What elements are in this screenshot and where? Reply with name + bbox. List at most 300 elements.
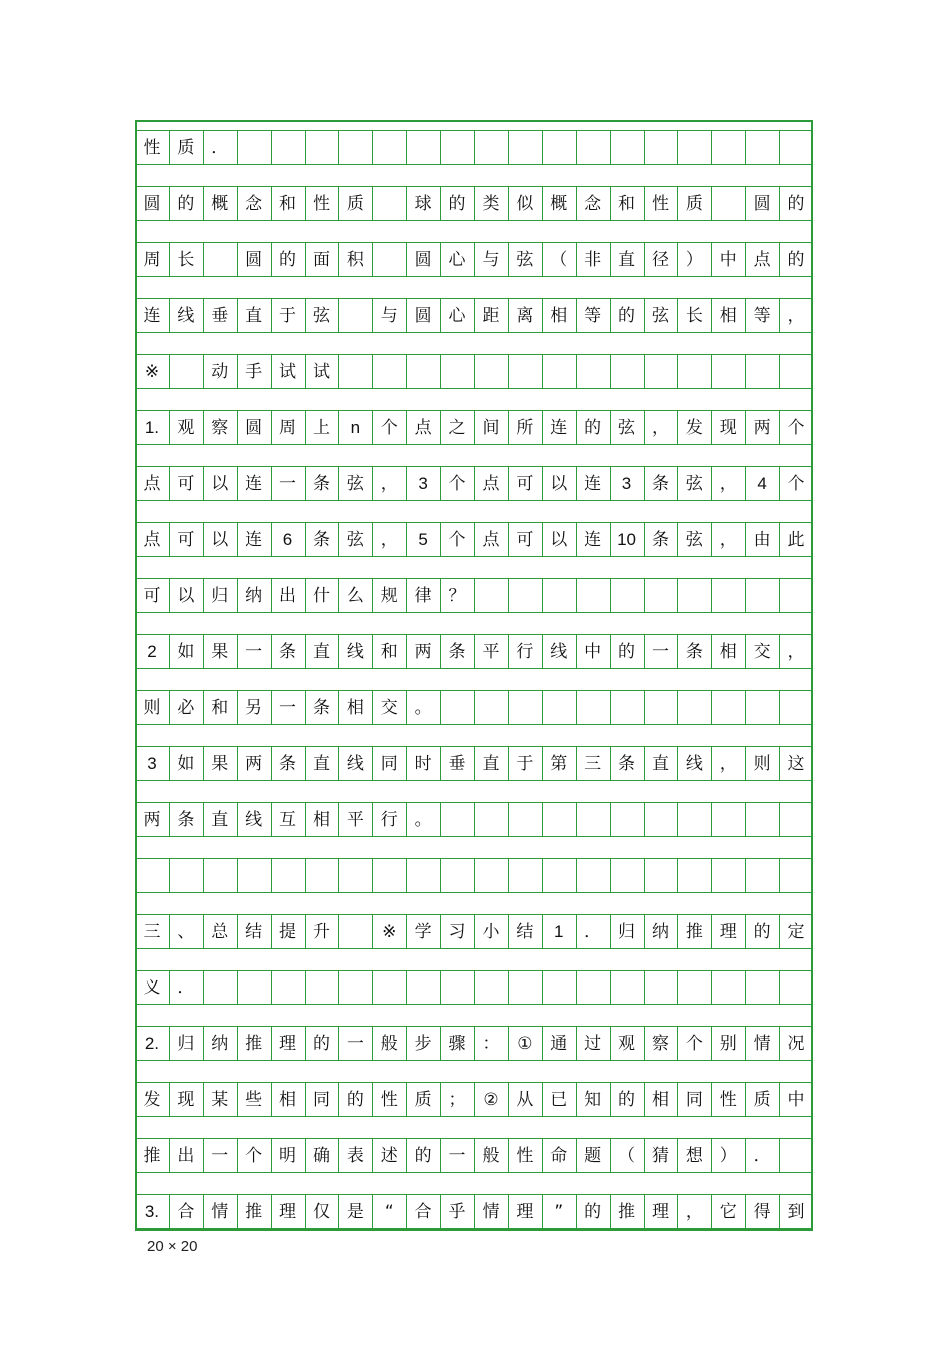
grid-cell-char: 中 (787, 1090, 805, 1110)
grid-cell-char: 性 (719, 1090, 737, 1110)
grid-cell-char: 线 (177, 306, 195, 326)
grid-cell-divider (610, 690, 611, 724)
grid-cell-char: 纳 (651, 922, 669, 942)
grid-cell-char: 理 (279, 1202, 297, 1222)
grid-cell-char: 的 (584, 1202, 602, 1222)
grid-cell-divider (677, 970, 678, 1004)
grid-cell-divider (576, 970, 577, 1004)
grid-cell-char: 律 (414, 586, 432, 606)
grid-cell-char: 相 (279, 1090, 297, 1110)
grid-cell-divider (440, 690, 441, 724)
grid-cell-char: 似 (516, 194, 534, 214)
grid-cell-char: 质 (753, 1090, 771, 1110)
grid-cell-char: 行 (380, 810, 398, 830)
grid-cell-char: 推 (143, 1146, 161, 1166)
grid-cell-divider (745, 578, 746, 612)
grid-cell-char: 等 (753, 306, 771, 326)
grid-cell-divider (406, 970, 407, 1004)
grid-cell-divider (542, 970, 543, 1004)
grid-cell-char: 径 (651, 250, 669, 270)
grid-cell-char: 1. (144, 418, 160, 437)
grid-cell-char: 3. (144, 1202, 160, 1221)
grid-cell-char: 与 (482, 250, 500, 270)
grid-cell-divider (677, 858, 678, 892)
grid-cell-char: 的 (753, 922, 771, 942)
grid-cell-char: 同 (685, 1090, 703, 1110)
grid-cell-char: 个 (787, 474, 805, 494)
grid-cell-char: 积 (346, 250, 364, 270)
grid-cell-char: 么 (346, 586, 364, 606)
grid-cell-divider (745, 802, 746, 836)
grid-cell-char: 。 (414, 698, 432, 718)
grid-cell-char: 3 (147, 754, 157, 773)
grid-cell-divider (610, 970, 611, 1004)
grid-cell-char: 归 (177, 1034, 195, 1054)
grid-cell-divider (576, 354, 577, 388)
grid-cell-char: 得 (753, 1202, 771, 1222)
grid-cell-divider (677, 354, 678, 388)
grid-cell-char: 现 (177, 1090, 195, 1110)
grid-cell-divider (677, 578, 678, 612)
grid-cell-char: 弦 (346, 474, 364, 494)
grid-cell-char: 条 (312, 698, 330, 718)
grid-cell-char: ． (584, 922, 602, 942)
grid-cell-char: 和 (279, 194, 297, 214)
grid-cell-char: 总 (211, 922, 229, 942)
grid-cell-char: 以 (177, 586, 195, 606)
grid-cell-divider (508, 354, 509, 388)
grid-cell-char: 直 (312, 754, 330, 774)
grid-cell-char: 明 (279, 1146, 297, 1166)
grid-cell-char: 性 (312, 194, 330, 214)
grid-cell-char: 2. (144, 1034, 160, 1053)
grid-cell-divider (474, 970, 475, 1004)
grid-cell-char: 质 (414, 1090, 432, 1110)
grid-frame-top (135, 120, 813, 122)
grid-cell-char: 与 (380, 306, 398, 326)
grid-cell-char: 个 (787, 418, 805, 438)
grid-cell-char: 个 (380, 418, 398, 438)
grid-cell-char: 此 (787, 530, 805, 550)
grid-cell-divider (745, 354, 746, 388)
grid-cell-char: 推 (245, 1202, 263, 1222)
grid-cell-char: 况 (787, 1034, 805, 1054)
grid-cell-char: 圆 (245, 250, 263, 270)
grid-cell-divider (576, 690, 577, 724)
grid-cell-char: 2 (147, 642, 157, 661)
grid-cell-char: 情 (753, 1034, 771, 1054)
grid-cell-char: 直 (245, 306, 263, 326)
grid-cell-char: 点 (143, 530, 161, 550)
grid-cell-char: n (350, 418, 361, 437)
grid-cell-char: 个 (448, 474, 466, 494)
grid-cell-char: 上 (312, 418, 330, 438)
grid-cell-char: 动 (211, 362, 229, 382)
grid-cell-char: 某 (211, 1090, 229, 1110)
grid-cell-char: 直 (651, 754, 669, 774)
grid-cell-char: 弦 (685, 530, 703, 550)
grid-cell-divider (745, 130, 746, 164)
grid-cell-char: 于 (279, 306, 297, 326)
grid-cell-char: 线 (245, 810, 263, 830)
grid-cell-char: 一 (245, 642, 263, 662)
grid-cell-char: ： (482, 1034, 500, 1054)
grid-cell-char: 之 (448, 418, 466, 438)
grid-cell-divider (305, 858, 306, 892)
grid-cell-char: 条 (651, 474, 669, 494)
grid-cell-char: 义 (143, 978, 161, 998)
grid-cell-char: 般 (380, 1034, 398, 1054)
grid-cell-divider (677, 130, 678, 164)
grid-cell-char: 垂 (211, 306, 229, 326)
grid-cell-char: 质 (346, 194, 364, 214)
grid-cell-char: 条 (651, 530, 669, 550)
grid-cell-char: 纳 (245, 586, 263, 606)
grid-cell-char: 质 (685, 194, 703, 214)
grid-cell-char: 些 (245, 1090, 263, 1110)
grid-cell-char: 3 (418, 474, 428, 493)
grid-cell-divider (508, 690, 509, 724)
grid-cell-char: 理 (651, 1202, 669, 1222)
grid-cell-char: 的 (618, 1090, 636, 1110)
grid-cell-char: 1 (554, 922, 564, 941)
grid-cell-char: 周 (279, 418, 297, 438)
grid-cell-char: 连 (584, 474, 602, 494)
grid-cell-char: 周 (143, 250, 161, 270)
grid-cell-char: 概 (211, 194, 229, 214)
grid-cell-char: 性 (651, 194, 669, 214)
grid-cell-char: 个 (245, 1146, 263, 1166)
grid-cell-char: 条 (618, 754, 636, 774)
grid-cell-char: 乎 (448, 1202, 466, 1222)
grid-cell-char: 般 (482, 1146, 500, 1166)
grid-cell-char: 于 (516, 754, 534, 774)
grid-cell-char: 行 (516, 642, 534, 662)
grid-cell-divider (677, 802, 678, 836)
grid-cell-char: 过 (584, 1034, 602, 1054)
grid-cell-char: 中 (584, 642, 602, 662)
grid-cell-char: ． (753, 1146, 771, 1166)
grid-cell-char: 弦 (651, 306, 669, 326)
grid-cell-char: 和 (380, 642, 398, 662)
grid-cell-char: 线 (550, 642, 568, 662)
grid-cell-divider (542, 690, 543, 724)
grid-cell-char: 察 (651, 1034, 669, 1054)
grid-cell-divider (237, 858, 238, 892)
grid-cell-char: 连 (245, 530, 263, 550)
grid-cell-char: 线 (685, 754, 703, 774)
grid-cell-char: 垂 (448, 754, 466, 774)
grid-cell-char: 的 (177, 194, 195, 214)
grid-cell-char: 。 (414, 810, 432, 830)
grid-cell-divider (305, 970, 306, 1004)
grid-cell-char: 离 (516, 306, 534, 326)
grid-cell-char: 交 (753, 642, 771, 662)
grid-cell-char: 的 (618, 306, 636, 326)
grid-cell-divider (372, 130, 373, 164)
grid-cell-char: ， (651, 418, 669, 438)
grid-cell-char: 合 (414, 1202, 432, 1222)
grid-cell-divider (203, 970, 204, 1004)
grid-cell-divider (711, 130, 712, 164)
grid-cell-divider (440, 802, 441, 836)
grid-cell-char: 同 (380, 754, 398, 774)
grid-cell-char: 的 (618, 642, 636, 662)
grid-cell-char: 结 (516, 922, 534, 942)
grid-cell-divider (474, 858, 475, 892)
grid-cell-char: 点 (482, 474, 500, 494)
grid-cell-char: 的 (584, 418, 602, 438)
grid-cell-char: 推 (618, 1202, 636, 1222)
grid-cell-char: 长 (685, 306, 703, 326)
grid-cell-char: ， (685, 1202, 703, 1222)
grid-cell-char: 一 (346, 1034, 364, 1054)
grid-cell-char: 一 (651, 642, 669, 662)
grid-cell-char: 归 (211, 586, 229, 606)
grid-cell-divider (508, 970, 509, 1004)
grid-cell-divider (474, 578, 475, 612)
grid-cell-divider (711, 802, 712, 836)
grid-cell-char: 球 (414, 194, 432, 214)
composition-grid (135, 120, 813, 1231)
grid-cell-divider (508, 802, 509, 836)
grid-cell-char: 个 (685, 1034, 703, 1054)
grid-cell-char: 相 (719, 642, 737, 662)
grid-cell-char: 相 (550, 306, 568, 326)
grid-cell-char: ） (685, 250, 703, 270)
grid-cell-divider (440, 970, 441, 1004)
grid-cell-char: 心 (448, 250, 466, 270)
grid-cell-divider (542, 802, 543, 836)
grid-cell-divider (508, 578, 509, 612)
grid-frame-bottom (135, 1229, 813, 1231)
grid-cell-char: 两 (245, 754, 263, 774)
grid-cell-divider (169, 858, 170, 892)
grid-cell-char: 和 (211, 698, 229, 718)
grid-cell-char: 同 (312, 1090, 330, 1110)
grid-cell-char: （ (618, 1146, 636, 1166)
grid-cell-char: 一 (448, 1146, 466, 1166)
grid-cell-char: 圆 (245, 418, 263, 438)
grid-cell-char: 和 (618, 194, 636, 214)
grid-row-bottom-line (135, 164, 813, 165)
grid-cell-divider (779, 354, 780, 388)
grid-cell-char: 别 (719, 1034, 737, 1054)
grid-cell-char: 5 (418, 530, 428, 549)
grid-cell-divider (237, 130, 238, 164)
grid-cell-divider (542, 130, 543, 164)
grid-cell-char: 、 (177, 922, 195, 942)
grid-cell-divider (440, 130, 441, 164)
grid-cell-char: 条 (312, 474, 330, 494)
grid-cell-char: 的 (787, 250, 805, 270)
grid-cell-char: 10 (617, 530, 636, 549)
grid-cell-char: 的 (346, 1090, 364, 1110)
grid-cell-char: 如 (177, 754, 195, 774)
grid-cell-divider (610, 130, 611, 164)
grid-cell-divider (406, 858, 407, 892)
grid-cell-divider (610, 354, 611, 388)
grid-cell-char: 以 (550, 530, 568, 550)
grid-cell-char: （ (550, 250, 568, 270)
grid-cell-char: 条 (448, 642, 466, 662)
grid-cell-char: ※ (144, 362, 160, 382)
grid-cell-char: 题 (584, 1146, 602, 1166)
grid-cell-divider (338, 858, 339, 892)
grid-cell-char: 理 (279, 1034, 297, 1054)
grid-cell-char: 理 (719, 922, 737, 942)
grid-cell-char: 可 (516, 530, 534, 550)
grid-cell-char: 念 (584, 194, 602, 214)
grid-cell-char: 命 (550, 1146, 568, 1166)
grid-cell-char: 的 (414, 1146, 432, 1166)
grid-cell-divider (745, 690, 746, 724)
grid-cell-char: 到 (787, 1202, 805, 1222)
grid-cell-divider (576, 802, 577, 836)
grid-cell-char: 情 (482, 1202, 500, 1222)
grid-cell-char: ” (554, 1202, 564, 1222)
grid-cell-char: 推 (685, 922, 703, 942)
grid-cell-char: 相 (312, 810, 330, 830)
grid-cell-char: 相 (651, 1090, 669, 1110)
grid-cell-char: 弦 (346, 530, 364, 550)
grid-cell-char: 两 (143, 810, 161, 830)
grid-cell-char: 定 (787, 922, 805, 942)
grid-cell-char: 圆 (753, 194, 771, 214)
grid-cell-char: 直 (211, 810, 229, 830)
grid-cell-divider (677, 690, 678, 724)
grid-cell-divider (372, 970, 373, 1004)
grid-cell-char: 平 (482, 642, 500, 662)
grid-cell-char: 3 (621, 474, 632, 493)
grid-cell-char: 连 (550, 418, 568, 438)
grid-cell-char: 性 (516, 1146, 534, 1166)
grid-cell-divider (338, 130, 339, 164)
grid-cell-divider (779, 130, 780, 164)
grid-cell-char: 的 (448, 194, 466, 214)
grid-cell-divider (779, 578, 780, 612)
grid-cell-char: 点 (753, 250, 771, 270)
grid-cell-divider (474, 354, 475, 388)
grid-cell-divider (271, 130, 272, 164)
grid-cell-divider (271, 858, 272, 892)
grid-cell-char: 4 (757, 474, 767, 493)
grid-cell-char: 现 (719, 418, 737, 438)
grid-cell-char: 观 (177, 418, 195, 438)
grid-cell-char: 弦 (685, 474, 703, 494)
grid-cell-char: 连 (245, 474, 263, 494)
grid-cell-char: 已 (550, 1090, 568, 1110)
grid-cell-char: 圆 (143, 194, 161, 214)
grid-cell-char: 个 (448, 530, 466, 550)
grid-cell-char: 从 (516, 1090, 534, 1110)
grid-cell-char: 出 (279, 586, 297, 606)
grid-cell-char: 性 (143, 138, 161, 158)
grid-frame-right (811, 120, 813, 1231)
grid-cell-char: 这 (787, 754, 805, 774)
grid-cell-char: 观 (618, 1034, 636, 1054)
grid-cell-divider (644, 130, 645, 164)
grid-cell-char: 果 (211, 642, 229, 662)
grid-cell-char: 果 (211, 754, 229, 774)
grid-cell-divider (305, 130, 306, 164)
grid-cell-char: 条 (312, 530, 330, 550)
grid-cell-divider (338, 970, 339, 1004)
grid-cell-char: ． (177, 978, 195, 998)
grid-cell-char: 直 (312, 642, 330, 662)
grid-cell-char: ， (787, 306, 805, 326)
grid-cell-divider (644, 970, 645, 1004)
grid-cell-char: ， (719, 474, 737, 494)
grid-cell-divider (474, 802, 475, 836)
grid-cell-char: “ (384, 1202, 394, 1222)
grid-cell-divider (474, 130, 475, 164)
grid-cell-char: 则 (753, 754, 771, 774)
grid-cell-char: 升 (312, 922, 330, 942)
grid-cell-char: 点 (482, 530, 500, 550)
grid-cell-char: 所 (516, 418, 534, 438)
grid-cell-divider (203, 858, 204, 892)
grid-cell-char: 如 (177, 642, 195, 662)
grid-cell-char: 合 (177, 1202, 195, 1222)
grid-cell-char: 时 (414, 754, 432, 774)
grid-cell-char: 的 (279, 250, 297, 270)
grid-cell-divider (644, 802, 645, 836)
grid-cell-char: 直 (482, 754, 500, 774)
grid-cell-char: 试 (312, 362, 330, 382)
grid-cell-char: 念 (245, 194, 263, 214)
grid-cell-char: 必 (177, 698, 195, 718)
grid-cell-char: 三 (584, 754, 602, 774)
grid-cell-char: 可 (177, 474, 195, 494)
grid-cell-char: 线 (346, 754, 364, 774)
grid-cell-char: 两 (414, 642, 432, 662)
grid-cell-char: 条 (279, 754, 297, 774)
grid-cell-char: 长 (177, 250, 195, 270)
grid-cell-char: 三 (143, 922, 161, 942)
grid-cell-char: 习 (448, 922, 466, 942)
grid-cell-char: 发 (143, 1090, 161, 1110)
grid-cell-char: 出 (177, 1146, 195, 1166)
grid-cell-char: 弦 (618, 418, 636, 438)
grid-cell-char: 确 (312, 1146, 330, 1166)
grid-cell-char: 交 (380, 698, 398, 718)
grid-cell-char: 条 (177, 810, 195, 830)
grid-cell-char: 互 (279, 810, 297, 830)
grid-cell-char: 连 (584, 530, 602, 550)
grid-cell-divider (372, 354, 373, 388)
grid-cell-divider (508, 858, 509, 892)
grid-cell-char: 条 (685, 642, 703, 662)
grid-frame-left (135, 120, 137, 1231)
grid-cell-char: 表 (346, 1146, 364, 1166)
grid-cell-divider (406, 130, 407, 164)
grid-cell-divider (169, 354, 170, 388)
grid-cell-divider (372, 858, 373, 892)
grid-cell-divider (711, 354, 712, 388)
grid-cell-char: 理 (516, 1202, 534, 1222)
grid-cell-char: ？ (448, 586, 466, 606)
grid-cell-char: 手 (245, 362, 263, 382)
grid-cell-char: ， (380, 474, 398, 494)
grid-cell-char: ） (719, 1146, 737, 1166)
grid-cell-char: 弦 (516, 250, 534, 270)
grid-cell-char: 是 (346, 1202, 364, 1222)
grid-cell-char: 心 (448, 306, 466, 326)
grid-cell-divider (406, 354, 407, 388)
grid-cell-char: 推 (245, 1034, 263, 1054)
grid-cell-char: ， (719, 530, 737, 550)
